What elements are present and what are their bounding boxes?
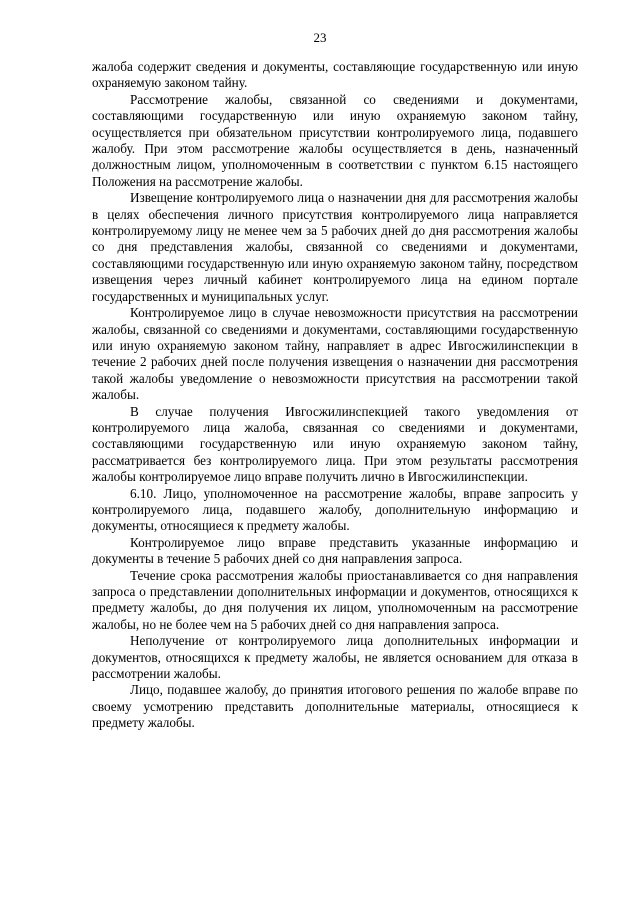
page-number: 23 bbox=[313, 30, 327, 45]
paragraph-non-receipt: Неполучение от контролируемого лица дополнительных информации и документов, относящихся к предмету жалобы, не является основанием для отказа в рассмотрении жалобы. bbox=[92, 633, 578, 682]
paragraph-classified-review: Рассмотрение жалобы, связанной со сведениями и документами, составляющими государственную или иную охраняемую законом тайну, осуществляется при обязательном присутствии контролируемого лица, подавшего жалобу. При этом рассмотрение жалобы осуществляется в день, назначенный должностным лицом, уполномоченным в соответствии с пунктом 6.15 настоящего Положения на рассмотрение жалобы. bbox=[92, 91, 578, 189]
paragraph-suspension: Течение срока рассмотрения жалобы приостанавливается со дня направления запроса о представлении дополнительных информации и документов, относящихся к предмету жалобы, до дня получения их лицом, уполномоченным на рассмотрение жалобы, но не более чем на 5 рабочих дней со дня направления запроса. bbox=[92, 567, 578, 632]
paragraph-review-without-party: В случае получения Ивгосжилинспекцией такого уведомления от контролируемого лица жалоба, связанная со сведениями и документами, составляющими государственную или иную охраняемую законом тайну, рассматривается без контролируемого лица. При этом результаты рассмотрения жалобы контролируемое лицо вправе получить лично в Ивгосжилинспекции. bbox=[92, 403, 578, 485]
paragraph-section-6-10: 6.10. Лицо, уполномоченное на рассмотрение жалобы, вправе запросить у контролируемого лица, подавшего жалобу, дополнительную информацию и документы, относящиеся к предмету жалобы. bbox=[92, 485, 578, 534]
paragraph-absence-notice: Контролируемое лицо в случае невозможности присутствия на рассмотрении жалобы, связанной со сведениями и документами, составляющими государственную или иную охраняемую законом тайну, направляет в адрес Ивгосжилинспекции в течение 2 рабочих дней после получения извещения о назначении дня рассмотрения такой жалобы уведомление о невозможности присутствия на рассмотрении такой жалобы. bbox=[92, 305, 578, 403]
paragraph-notification: Извещение контролируемого лица о назначении дня для рассмотрения жалобы в целях обеспечения личного присутствия контролируемого лица направляется контролируемому лицу не менее чем за 5 рабочих дней до дня рассмотрения жалобы со дня представления жалобы, связанной со сведениями и документами, составляющими государственную или иную охраняемую законом тайну, посредством извещения через личный кабинет контролируемого лица на едином портале государственных и муниципальных услуг. bbox=[92, 190, 578, 304]
paragraph-continuation: жалоба содержит сведения и документы, составляющие государственную или иную охраняемую законом тайну. bbox=[92, 59, 578, 91]
paragraph-additional-materials: Лицо, подавшее жалобу, до принятия итогового решения по жалобе вправе по своему усмотрению представить дополнительные материалы, относящиеся к предмету жалобы. bbox=[92, 682, 578, 731]
paragraph-submission-deadline: Контролируемое лицо вправе представить указанные информацию и документы в течение 5 рабочих дней со дня направления запроса. bbox=[92, 534, 578, 567]
document-body bbox=[92, 59, 578, 732]
